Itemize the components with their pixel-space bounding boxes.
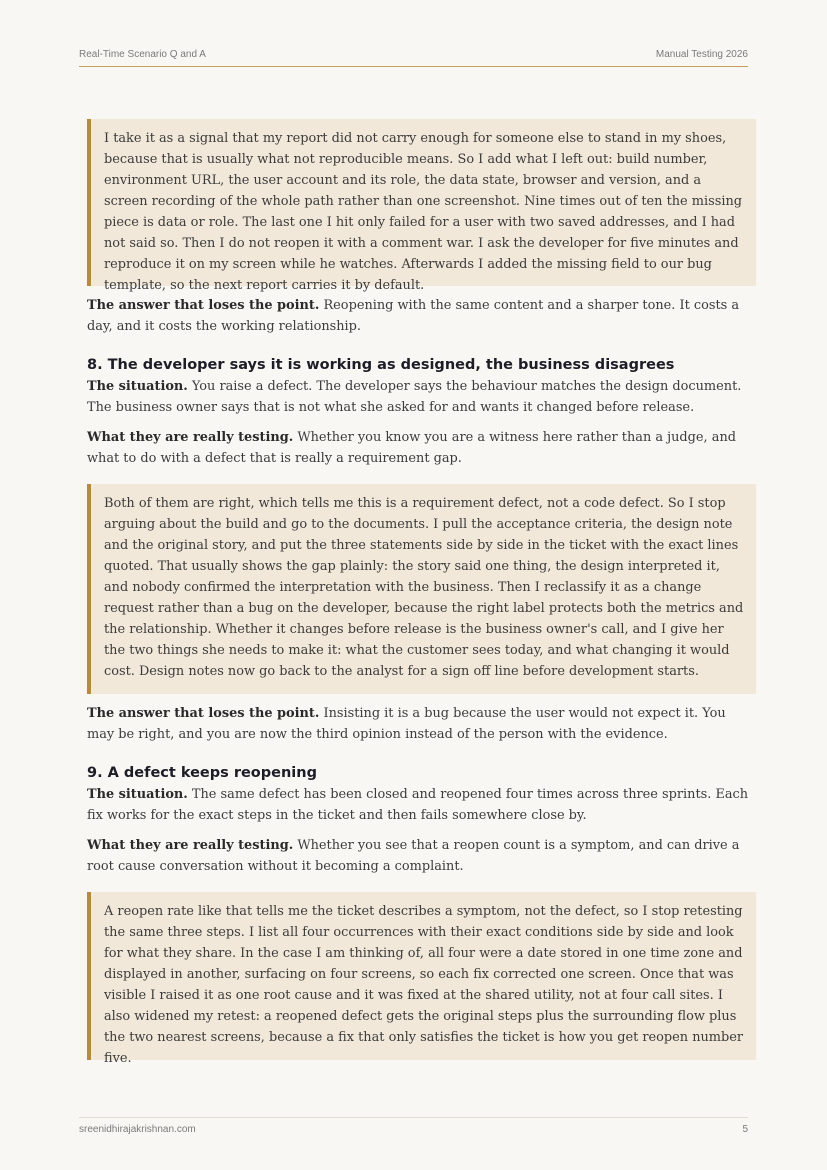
section-heading-8: 8. The developer says it is working as designed, the business disagrees — [87, 357, 675, 373]
page-number: 5 — [742, 1124, 748, 1135]
testing-text: Whether you know you are a witness here rather than a judge, and what to do with a defect that is really a requirement gap. — [87, 430, 736, 466]
testing-label: What they are really testing. — [87, 430, 294, 445]
situation-8 — [87, 376, 756, 418]
answer-text-8: Both of them are right, which tells me this is a requirement defect, not a code defect. So I stop arguing about the build and go to the documents. I pull the acceptance criteria, the design note and the original story, and put the three statements side by side in the ticket with the exact lines quoted. That usually shows the gap plainly: the story said one thing, the design interpreted it, and nobody confirmed the interpretation with the business. Then I reclassify it as a change request rather than a bug on the developer, because the right label protects both the metrics and the relationship. Whether it changes before release is the business owner's call, and I give her the two things she needs to make it: what the customer sees today, and what changing it would cost. Design notes now go back to the analyst for a sign off line before development starts. — [104, 496, 744, 679]
losing-answer-8 — [87, 703, 756, 745]
section-heading-9: 9. A defect keeps reopening — [87, 765, 317, 781]
testing-8 — [87, 427, 756, 469]
answer-callout-7 — [87, 119, 756, 293]
situation-label: The situation. — [87, 787, 188, 802]
page-footer — [79, 1117, 748, 1140]
losing-answer-7 — [87, 295, 756, 337]
answer-text-7: I take it as a signal that my report did not carry enough for someone else to stand in my shoes, because that is usually what not reproducible means. So I add what I left out: build number, environment URL, the user account and its role, the data state, browser and version, and a screen recording of the whole path rather than one screenshot. Nine times out of ten the missing piece is data or role. The last one I hit only failed for a user with two saved addresses, and I had not said so. Then I do not reopen it with a comment war. I ask the developer for five minutes and reproduce it on my screen while he watches. Afterwards I added the missing field to our bug template, so the next report carries it by default. — [104, 131, 743, 293]
answer-callout-9 — [87, 892, 756, 1066]
situation-label: The situation. — [87, 379, 188, 394]
header-subtitle: Manual Testing 2026 — [655, 49, 748, 60]
situation-text: The same defect has been closed and reopened four times across three sprints. Each fix works for the exact steps in the ticket and then fails somewhere close by. — [87, 787, 749, 823]
answer-text-9: A reopen rate like that tells me the ticket describes a symptom, not the defect, so I stop retesting the same three steps. I list all four occurrences with their exact conditions side by side and look for what they share. In the case I am thinking of, all four were a date stored in one time zone and displayed in another, surfacing on four screens, so each fix corrected one screen. Once that was visible I raised it as one root cause and it was fixed at the shared utility, not at four call sites. I also widened my retest: a reopened defect gets the original steps plus the surrounding flow plus the two nearest screens, because a fix that only satisfies the ticket is how you get reopen number five. — [104, 904, 744, 1066]
page-header — [79, 49, 748, 67]
losing-answer-text: Insisting it is a bug because the user would not expect it. You may be right, and you are now the third opinion instead of the person with the evidence. — [87, 706, 726, 742]
losing-answer-label: The answer that loses the point. — [87, 298, 320, 313]
answer-callout-8 — [87, 484, 756, 694]
header-title: Real-Time Scenario Q and A — [79, 49, 206, 60]
losing-answer-text: Reopening with the same content and a sharper tone. It costs a day, and it costs the working relationship. — [87, 298, 740, 334]
situation-text: You raise a defect. The developer says the behaviour matches the design document. The business owner says that is not what she asked for and wants it changed before release. — [87, 379, 742, 415]
page-content — [87, 119, 756, 1066]
losing-answer-label: The answer that loses the point. — [87, 706, 320, 721]
testing-label: What they are really testing. — [87, 838, 294, 853]
footer-website: sreenidhirajakrishnan.com — [79, 1124, 196, 1135]
testing-text: Whether you see that a reopen count is a symptom, and can drive a root cause conversation without it becoming a complaint. — [87, 838, 740, 874]
testing-9 — [87, 835, 756, 877]
situation-9 — [87, 784, 756, 826]
